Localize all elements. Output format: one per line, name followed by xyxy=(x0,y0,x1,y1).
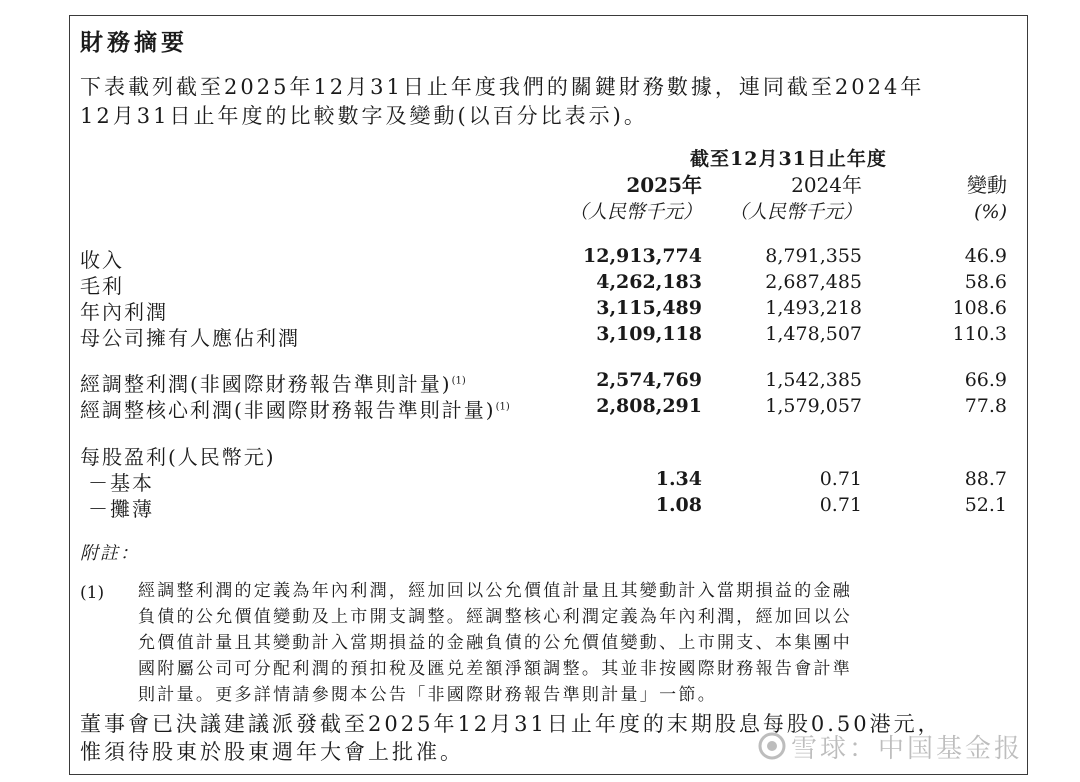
revenue-2025: 12,913,774 xyxy=(583,245,702,267)
adjusted-profit-label-text: 經調整利潤(非國際財務報告準則計量) xyxy=(80,372,452,396)
watermark-text: 雪球：中国基金报 xyxy=(791,734,1024,764)
adjusted-profit-2024: 1,542,385 xyxy=(765,369,862,391)
row-label-revenue: 收入 xyxy=(80,248,124,272)
row-label-eps: 每股盈利(人民幣元) xyxy=(80,445,276,469)
intro-line-1: 下表載列截至2025年12月31日止年度我們的關鍵財務數據，連同截至2024年 xyxy=(80,75,925,99)
footnote-line: 則計量。更多詳情請參閱本公告「非國際財務報告準則計量」一節。 xyxy=(138,685,717,705)
gross-profit-change: 58.6 xyxy=(964,271,1007,293)
column-header-change: 變動 xyxy=(967,173,1007,197)
eps-basic-change: 88.7 xyxy=(964,468,1007,490)
period-header: 截至12月31日止年度 xyxy=(690,148,887,170)
column-header-2025: 2025年 xyxy=(626,173,702,197)
eps-basic-2025: 1.34 xyxy=(655,468,702,490)
adjusted-core-profit-2025: 2,808,291 xyxy=(596,395,702,417)
row-label-gross-profit: 毛利 xyxy=(80,274,124,298)
row-label-eps-basic: －基本 xyxy=(88,471,154,495)
gross-profit-2024: 2,687,485 xyxy=(765,271,862,293)
profit-attributable-2024: 1,478,507 xyxy=(765,323,862,345)
row-label-profit-for-year: 年內利潤 xyxy=(80,300,168,324)
row-label-adjusted-core-profit xyxy=(80,394,510,423)
row-label-profit-attributable: 母公司擁有人應佔利潤 xyxy=(80,326,300,350)
footnote-text xyxy=(138,578,852,708)
footnote-line: 負債的公允價值變動及上市開支調整。經調整核心利潤定義為年內利潤，經加回以公 xyxy=(138,607,853,627)
adjusted-core-profit-change: 77.8 xyxy=(964,395,1007,417)
adjusted-profit-2025: 2,574,769 xyxy=(596,369,702,391)
snowball-logo-icon xyxy=(757,731,787,768)
footnote-line: 允價值計量且其變動計入當期損益的金融負債的公允價值變動、上市開支、本集團中 xyxy=(138,633,853,653)
eps-diluted-2025: 1.08 xyxy=(655,494,702,516)
financial-summary-panel xyxy=(69,15,1028,775)
profit-for-year-2025: 3,115,489 xyxy=(596,297,702,319)
revenue-2024: 8,791,355 xyxy=(765,245,862,267)
adjusted-profit-change: 66.9 xyxy=(964,369,1007,391)
profit-for-year-change: 108.6 xyxy=(952,297,1007,319)
row-label-eps-diluted: －攤薄 xyxy=(88,497,154,521)
eps-diluted-2024: 0.71 xyxy=(819,494,862,516)
watermark xyxy=(757,728,1023,768)
dividend-line-2: 惟須待股東於股東週年大會上批准。 xyxy=(80,740,464,764)
footnote-ref: (1) xyxy=(451,375,466,387)
dividend-line-1: 董事會已決議建議派發截至2025年12月31日止年度的末期股息每股0.50港元， xyxy=(80,712,942,736)
eps-diluted-change: 52.1 xyxy=(964,494,1007,516)
adjusted-core-profit-2024: 1,579,057 xyxy=(765,395,862,417)
footnote-ref: (1) xyxy=(495,401,510,413)
footnote-number: (1) xyxy=(80,583,105,603)
profit-for-year-2024: 1,493,218 xyxy=(765,297,862,319)
intro-line-2: 12月31日止年度的比較數字及變動(以百分比表示)。 xyxy=(80,104,648,128)
row-label-adjusted-profit xyxy=(80,368,466,397)
column-unit-2024: （人民幣千元） xyxy=(728,201,862,223)
footnote-line: 經調整利潤的定義為年內利潤，經加回以公允價值計量且其變動計入當期損益的金融 xyxy=(138,581,853,601)
column-header-2024: 2024年 xyxy=(791,173,862,197)
column-unit-2025: （人民幣千元） xyxy=(568,201,702,223)
column-unit-change: (%) xyxy=(974,201,1007,223)
eps-basic-2024: 0.71 xyxy=(819,468,862,490)
revenue-change: 46.9 xyxy=(964,245,1007,267)
footnote-line: 國附屬公司可分配利潤的預扣稅及匯兑差額淨額調整。其並非按國際財務報告會計準 xyxy=(138,659,853,679)
intro-paragraph xyxy=(80,73,924,131)
gross-profit-2025: 4,262,183 xyxy=(596,271,702,293)
profit-attributable-2025: 3,109,118 xyxy=(596,323,702,345)
adjusted-core-profit-label-text: 經調整核心利潤(非國際財務報告準則計量) xyxy=(80,398,496,422)
section-title: 財務摘要 xyxy=(80,29,188,56)
notes-heading: 附註： xyxy=(80,543,140,564)
profit-attributable-change: 110.3 xyxy=(952,323,1007,345)
